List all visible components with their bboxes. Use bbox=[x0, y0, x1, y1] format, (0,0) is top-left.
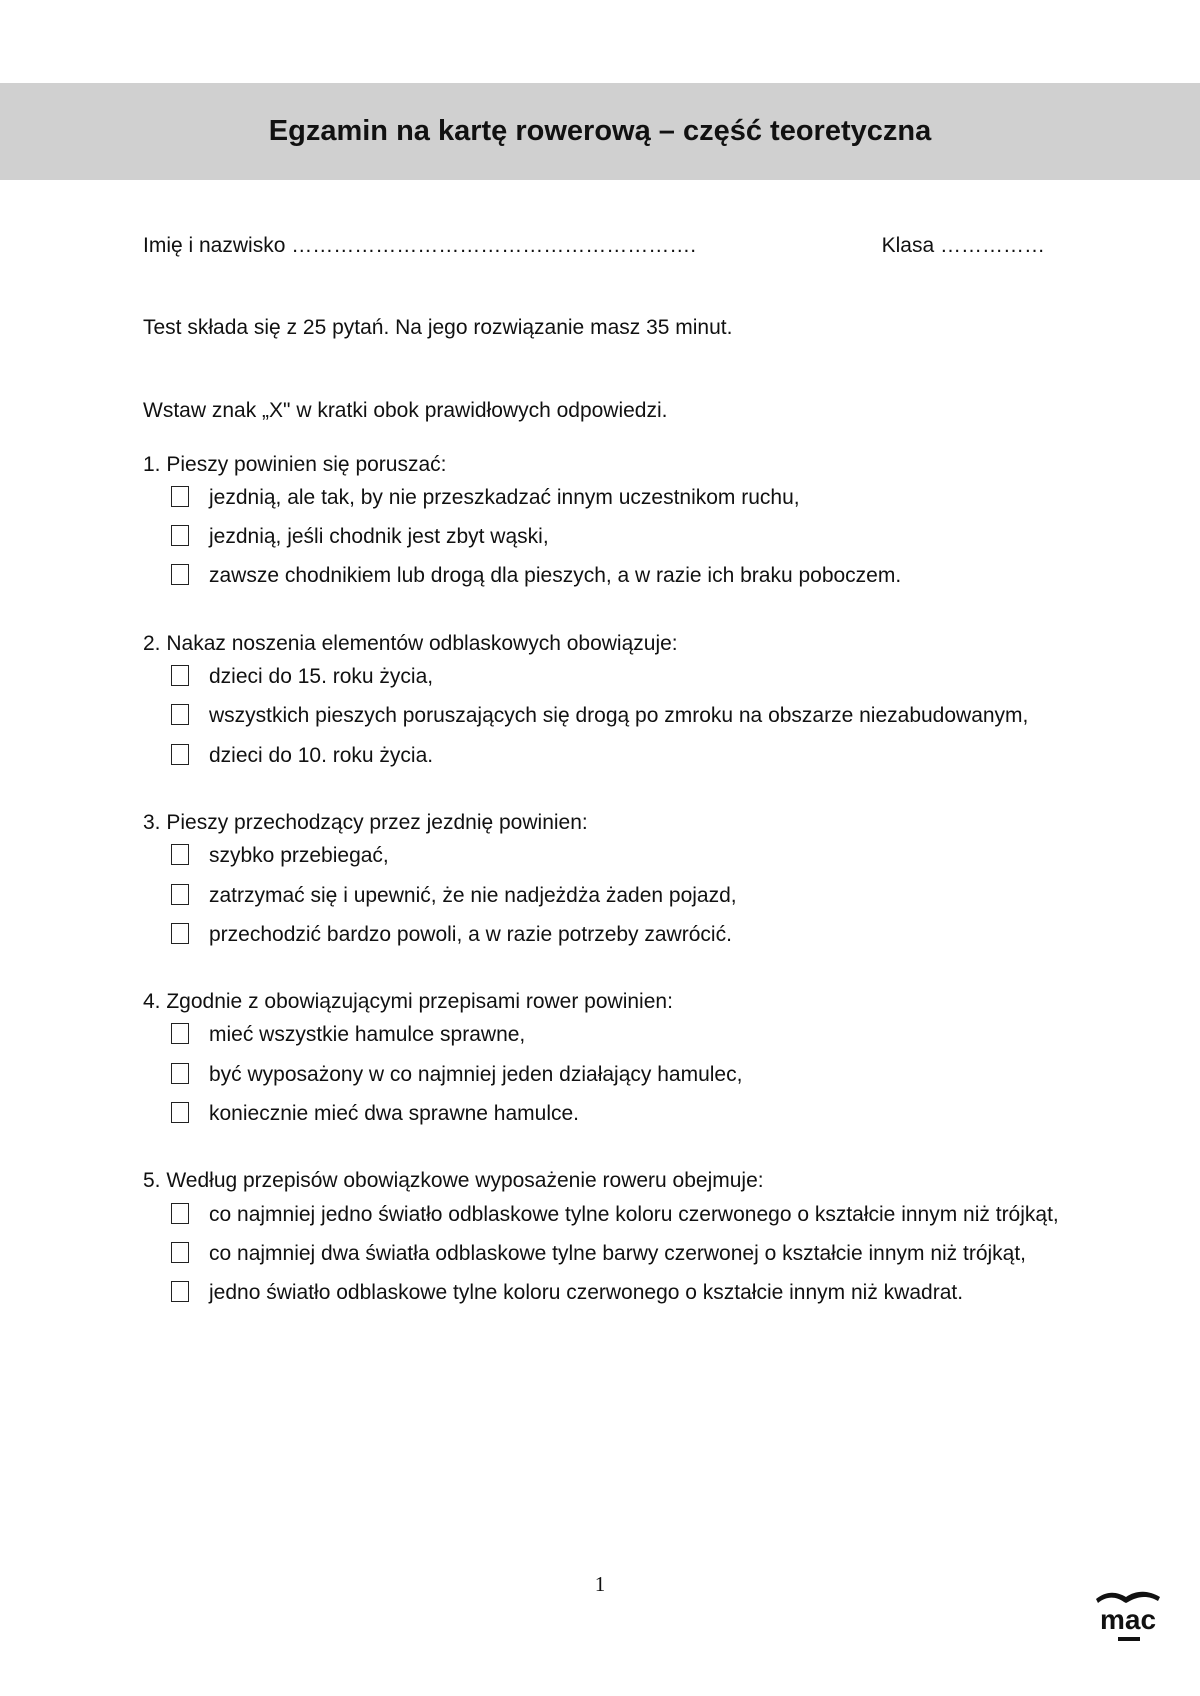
question-title: 5. Według przepisów obowiązkowe wyposażenie roweru obejmuje: bbox=[143, 1169, 764, 1193]
answer-text: jezdnią, jeśli chodnik jest zbyt wąski, bbox=[209, 525, 549, 549]
class-field-label: Klasa …………… bbox=[881, 234, 1045, 257]
page-number: 1 bbox=[594, 1572, 606, 1596]
page-title: Egzamin na kartę rowerową – część teoretyczna bbox=[268, 115, 932, 147]
answer-text: dzieci do 10. roku życia. bbox=[209, 743, 434, 767]
publisher-logo bbox=[1092, 1585, 1164, 1647]
answer-checkbox[interactable] bbox=[171, 1203, 189, 1224]
answer-checkbox[interactable] bbox=[171, 1242, 189, 1263]
answer-text: jedno światło odblaskowe tylne koloru czerwonego o kształcie innym niż kwadrat. bbox=[209, 1281, 964, 1305]
answer-text: mieć wszystkie hamulce sprawne, bbox=[209, 1023, 526, 1047]
answer-text: dzieci do 15. roku życia, bbox=[209, 665, 434, 689]
instruction-text: Wstaw znak „X" w kratki obok prawidłowych odpowiedzi. bbox=[143, 399, 668, 423]
answer-checkbox[interactable] bbox=[171, 525, 189, 546]
answer-checkbox[interactable] bbox=[171, 704, 189, 725]
answer-checkbox[interactable] bbox=[171, 1063, 189, 1084]
answer-option bbox=[171, 562, 1063, 589]
answer-option bbox=[171, 1061, 1063, 1088]
answer-option bbox=[171, 742, 1063, 769]
answer-option bbox=[171, 1100, 1063, 1127]
answer-checkbox[interactable] bbox=[171, 1281, 189, 1302]
question-title: 2. Nakaz noszenia elementów odblaskowych obowiązuje: bbox=[143, 631, 678, 655]
answer-text: wszystkich pieszych poruszających się drogą po zmroku na obszarze niezabudowanym, bbox=[209, 704, 1029, 728]
question-title: 4. Zgodnie z obowiązującymi przepisami rower powinien: bbox=[143, 990, 673, 1014]
question-title: 1. Pieszy powinien się poruszać: bbox=[143, 452, 447, 476]
answer-option bbox=[171, 1279, 1063, 1306]
question-5 bbox=[143, 1167, 1063, 1306]
answer-option bbox=[171, 842, 1063, 869]
answer-text: co najmniej dwa światła odblaskowe tylne barwy czerwonej o kształcie innym niż trójkąt, bbox=[209, 1241, 1027, 1265]
answer-option bbox=[171, 663, 1063, 690]
answer-checkbox[interactable] bbox=[171, 486, 189, 507]
logo-text: mac bbox=[1099, 1604, 1157, 1635]
answer-checkbox[interactable] bbox=[171, 923, 189, 944]
answer-checkbox[interactable] bbox=[171, 884, 189, 905]
answer-text: zatrzymać się i upewnić, że nie nadjeżdża żaden pojazd, bbox=[209, 883, 737, 907]
answer-option bbox=[171, 523, 1063, 550]
answer-option bbox=[171, 1240, 1063, 1267]
answer-checkbox[interactable] bbox=[171, 665, 189, 686]
logo-underline-icon bbox=[1118, 1637, 1140, 1641]
answer-checkbox[interactable] bbox=[171, 744, 189, 765]
title-band bbox=[0, 83, 1200, 180]
logo-swoosh-icon bbox=[1096, 1592, 1160, 1603]
name-field-label: Imię i nazwisko …………………………………………………. bbox=[143, 234, 697, 257]
answer-option bbox=[171, 1021, 1063, 1048]
answer-text: być wyposażony w co najmniej jeden działający hamulec, bbox=[209, 1062, 743, 1086]
test-intro: Test składa się z 25 pytań. Na jego rozwiązanie masz 35 minut. bbox=[143, 316, 733, 339]
answer-option bbox=[171, 1201, 1063, 1228]
question-4 bbox=[143, 988, 1063, 1127]
answer-text: przechodzić bardzo powoli, a w razie potrzeby zawrócić. bbox=[209, 922, 732, 946]
answer-checkbox[interactable] bbox=[171, 844, 189, 865]
answer-checkbox[interactable] bbox=[171, 1102, 189, 1123]
answer-option bbox=[171, 921, 1063, 948]
answer-text: szybko przebiegać, bbox=[209, 844, 389, 868]
test-content bbox=[143, 232, 1063, 1319]
question-title: 3. Pieszy przechodzący przez jezdnię powinien: bbox=[143, 810, 588, 834]
question-2 bbox=[143, 630, 1063, 769]
answer-text: zawsze chodnikiem lub drogą dla pieszych, a w razie ich braku poboczem. bbox=[209, 564, 902, 588]
answer-option bbox=[171, 882, 1063, 909]
answer-text: koniecznie mieć dwa sprawne hamulce. bbox=[209, 1102, 580, 1126]
question-1 bbox=[143, 451, 1063, 590]
answer-option bbox=[171, 484, 1063, 511]
answer-option bbox=[171, 702, 1063, 729]
answer-text: jezdnią, ale tak, by nie przeszkadzać innym uczestnikom ruchu, bbox=[209, 485, 800, 509]
answer-checkbox[interactable] bbox=[171, 564, 189, 585]
answer-text: co najmniej jedno światło odblaskowe tylne koloru czerwonego o kształcie innym niż trójkąt, bbox=[209, 1202, 1059, 1226]
answer-checkbox[interactable] bbox=[171, 1023, 189, 1044]
question-3 bbox=[143, 809, 1063, 948]
student-info-row bbox=[143, 232, 1063, 266]
